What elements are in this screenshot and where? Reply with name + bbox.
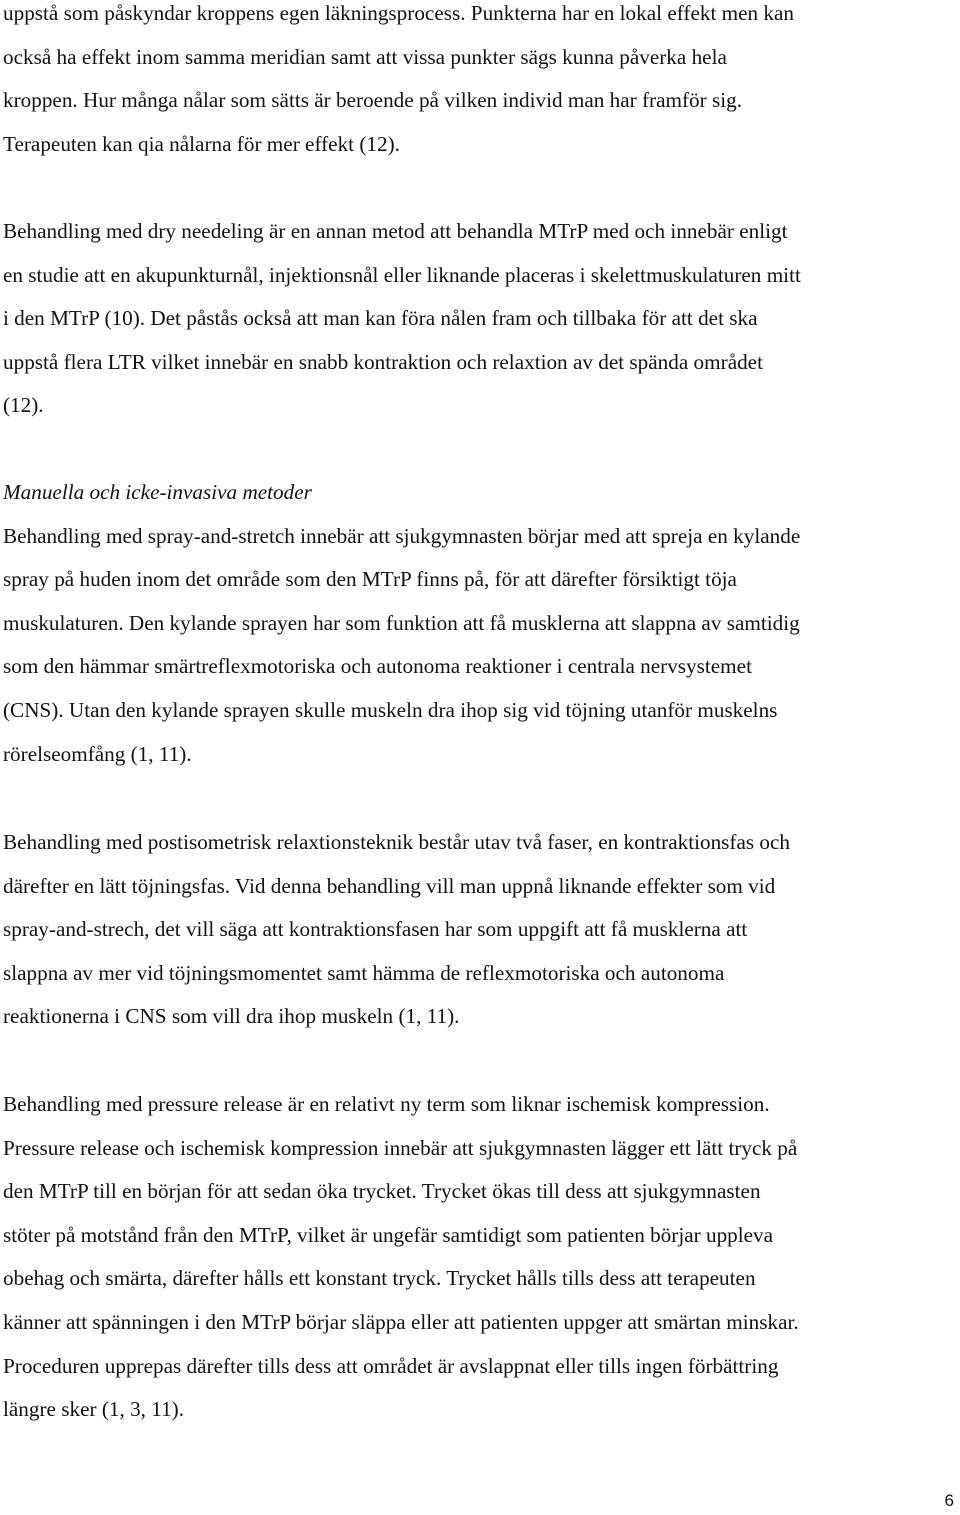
text-line: i den MTrP (10). Det påstås också att man kan föra nålen fram och tillbaka för att det ska [3, 306, 758, 331]
text-line: därefter en lätt töjningsfas. Vid denna behandling vill man uppnå liknande effekter som vid [3, 873, 776, 898]
text-line: Behandling med spray-and-stretch innebär att sjukgymnasten börjar med att spreja en kylande [3, 523, 801, 548]
text-line: kroppen. Hur många nålar som sätts är beroende på vilken individ man har framför sig. [3, 88, 742, 113]
text-line: reaktionerna i CNS som vill dra ihop muskeln (1, 11). [3, 1004, 460, 1029]
text-line: stöter på motstånd från den MTrP, vilket är ungefär samtidigt som patienten börjar uppleva [3, 1222, 774, 1247]
text-line: spray-and-strech, det vill säga att kontraktionsfasen har som uppgift att få musklerna att [3, 917, 748, 942]
text-line: som den hämmar smärtreflexmotoriska och autonoma reaktioner i centrala nervsystemet [3, 654, 752, 679]
paragraph-acupuncture-effects [3, 0, 955, 166]
section-heading: Manuella och icke-invasiva metoder [3, 480, 312, 504]
section-manual-methods [3, 471, 955, 776]
text-line: muskulaturen. Den kylande sprayen har som funktion att få musklerna att slappna av samtidig [3, 610, 800, 635]
paragraph-dry-needling [3, 210, 955, 428]
text-line: den MTrP till en början för att sedan öka trycket. Trycket ökas till dess att sjukgymnasten [3, 1179, 761, 1204]
text-line: rörelseomfång (1, 11). [3, 741, 192, 766]
text-line: uppstå som påskyndar kroppens egen läkningsprocess. Punkterna har en lokal effekt men kan [3, 1, 794, 25]
text-line: uppstå flera LTR vilket innebär en snabb kontraktion och relaxtion av det spända området [3, 349, 763, 374]
paragraph-pressure-release [3, 1083, 955, 1432]
text-line: Behandling med dry needeling är en annan metod att behandla MTrP med och innebär enligt [3, 219, 788, 243]
text-line: en studie att en akupunkturnål, injektionsnål eller liknande placeras i skelettmuskulaturen mitt [3, 262, 801, 287]
text-line: känner att spänningen i den MTrP börjar släppa eller att patienten uppger att smärtan minskar. [3, 1309, 799, 1334]
page-number: 6 [944, 1491, 954, 1510]
text-line: spray på huden inom det område som den MTrP finns på, för att därefter försiktigt töja [3, 567, 737, 592]
text-line: slappna av mer vid töjningsmomentet samt hämma de reflexmotoriska och autonoma [3, 960, 725, 985]
text-line: Behandling med pressure release är en relativt ny term som liknar ischemisk kompression. [3, 1092, 770, 1116]
text-line: Behandling med postisometrisk relaxtionsteknik består utav två faser, en kontraktionsfas och [3, 830, 791, 854]
text-line: obehag och smärta, därefter hålls ett konstant tryck. Trycket hålls tills dess att terapeuten [3, 1266, 756, 1291]
text-line: Proceduren upprepas därefter tills dess att området är avslappnat eller tills ingen förbättring [3, 1353, 779, 1378]
paragraph-postisometric-relaxation [3, 821, 955, 1039]
text-line: (CNS). Utan den kylande sprayen skulle muskeln dra ihop sig vid töjning utanför muskelns [3, 697, 778, 722]
text-line: längre sker (1, 3, 11). [3, 1397, 185, 1422]
text-line: (12). [3, 393, 44, 418]
text-line: också ha effekt inom samma meridian samt att vissa punkter sägs kunna påverka hela [3, 44, 727, 69]
text-line: Pressure release och ischemisk kompression innebär att sjukgymnasten lägger ett lätt tryck på [3, 1135, 798, 1160]
text-line: Terapeuten kan qia nålarna för mer effekt (12). [3, 131, 400, 156]
